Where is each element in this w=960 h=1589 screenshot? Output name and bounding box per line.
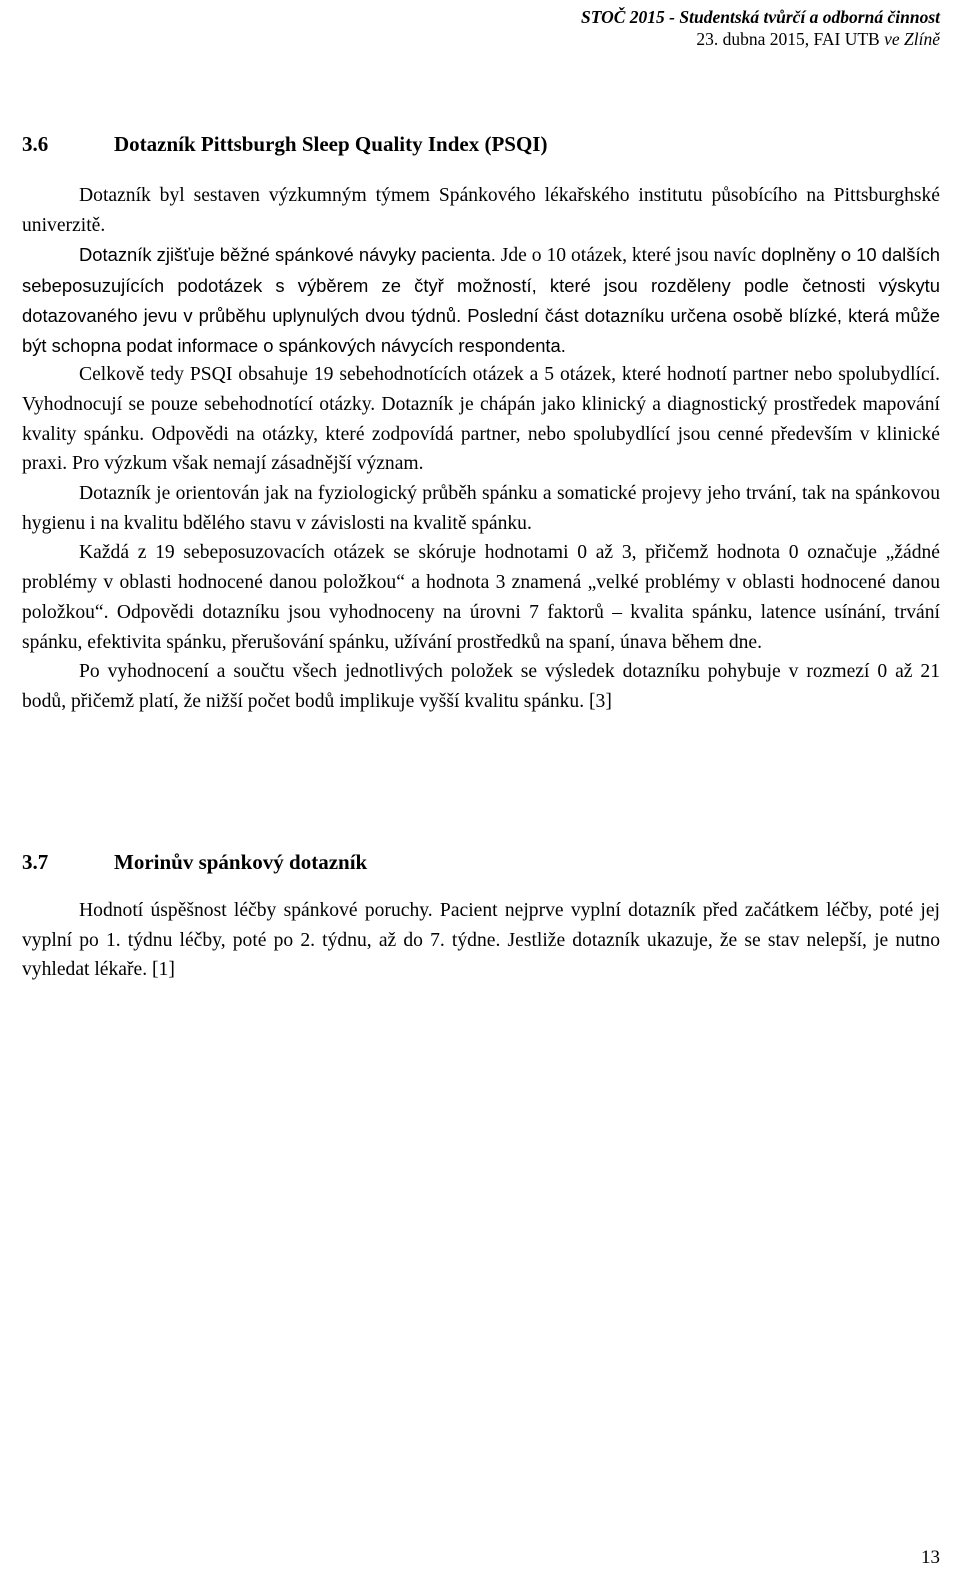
paragraph-sans-part: Dotazník zjišťuje běžné spánkové návyky pacienta. [79, 244, 496, 266]
paragraph: Hodnotí úspěšnost léčby spánkové poruchy. Pacient nejprve vyplní dotazník před začátkem léčby, poté jej vyplní po 1. týdnu léčby, poté po 2. týdnu, až do 7. týdne. Jestliže dotazník ukazuje, že se stav nelepší, je nutno vyhledat lékaře. [1] [22, 900, 940, 981]
paragraph: Dotazník byl sestaven výzkumným týmem Spánkového lékařského institutu působícího na Pittsburghské univerzitě. [22, 185, 940, 236]
section-body-3-6 [22, 181, 940, 717]
header-conference-title: STOČ 2015 - Studentská tvůrčí a odborná činnost [581, 7, 940, 27]
section-title: Dotazník Pittsburgh Sleep Quality Index (PSQI) [114, 132, 548, 156]
paragraph: Dotazník je orientován jak na fyziologický průběh spánku a somatické projevy jeho trvání, tak na spánkovou hygienu i na kvalitu bdělého stavu v závislosti na kvalitě spánku. [22, 483, 940, 534]
section-heading-3-6 [22, 131, 547, 157]
paragraph: Celkově tedy PSQI obsahuje 19 sebehodnotících otázek a 5 otázek, které hodnotí partner nebo spolubydlící. Vyhodnocují se pouze sebehodnotící otázky. Dotazník je chápán jako klinický a diagnostický prostředek mapování kvality spánku. Odpovědi na otázky, které zodpovídá partner, nebo spolubydlící jsou cenné především v klinické praxi. Pro výzkum však nemají zásadnější význam. [22, 364, 940, 475]
section-body-3-7 [22, 896, 940, 985]
section-title: Morinův spánkový dotazník [114, 850, 368, 874]
section-heading-3-7 [22, 849, 367, 875]
section-number: 3.7 [22, 850, 49, 874]
page-number: 13 [921, 1547, 940, 1568]
paragraph-serif-part: Jde o 10 otázek, které jsou navíc [495, 245, 756, 267]
paragraph: Každá z 19 sebeposuzovacích otázek se skóruje hodnotami 0 až 3, přičemž hodnota 0 označuje „žádné problémy v oblasti hodnocené danou položkou“ a hodnota 3 znamená „velké problémy v oblasti hodnocené danou položkou“. Odpovědi dotazníku jsou vyhodnoceny na úrovni 7 faktorů – kvalita spánku, latence usínání, trvání spánku, efektivita spánku, přerušování spánku, užívání prostředků na spaní, únava během dne. [22, 542, 940, 653]
paragraph [22, 240, 940, 360]
section-number: 3.6 [22, 132, 49, 156]
paragraph-rest: doplněny o 10 dalších sebeposuzujících podotázek s výběrem ze čtyř možností, které jsou rozděleny podle četnosti výskytu dotazovaného jevu v průběhu uplynulých dvou týdnů. Poslední část dotazníku určena osobě blízké, která může být schopna podat informace o spánkových návycích respondenta. [22, 244, 940, 356]
header-date-location [581, 28, 940, 50]
header-place: ve Zlíně [879, 29, 940, 49]
paragraph: Po vyhodnocení a součtu všech jednotlivých položek se výsledek dotazníku pohybuje v rozmezí 0 až 21 bodů, přičemž platí, že nižší počet bodů implikuje vyšší kvalitu spánku. [3] [22, 661, 940, 712]
page-header [581, 6, 940, 50]
header-date: 23. dubna 2015, FAI UTB [696, 29, 880, 49]
